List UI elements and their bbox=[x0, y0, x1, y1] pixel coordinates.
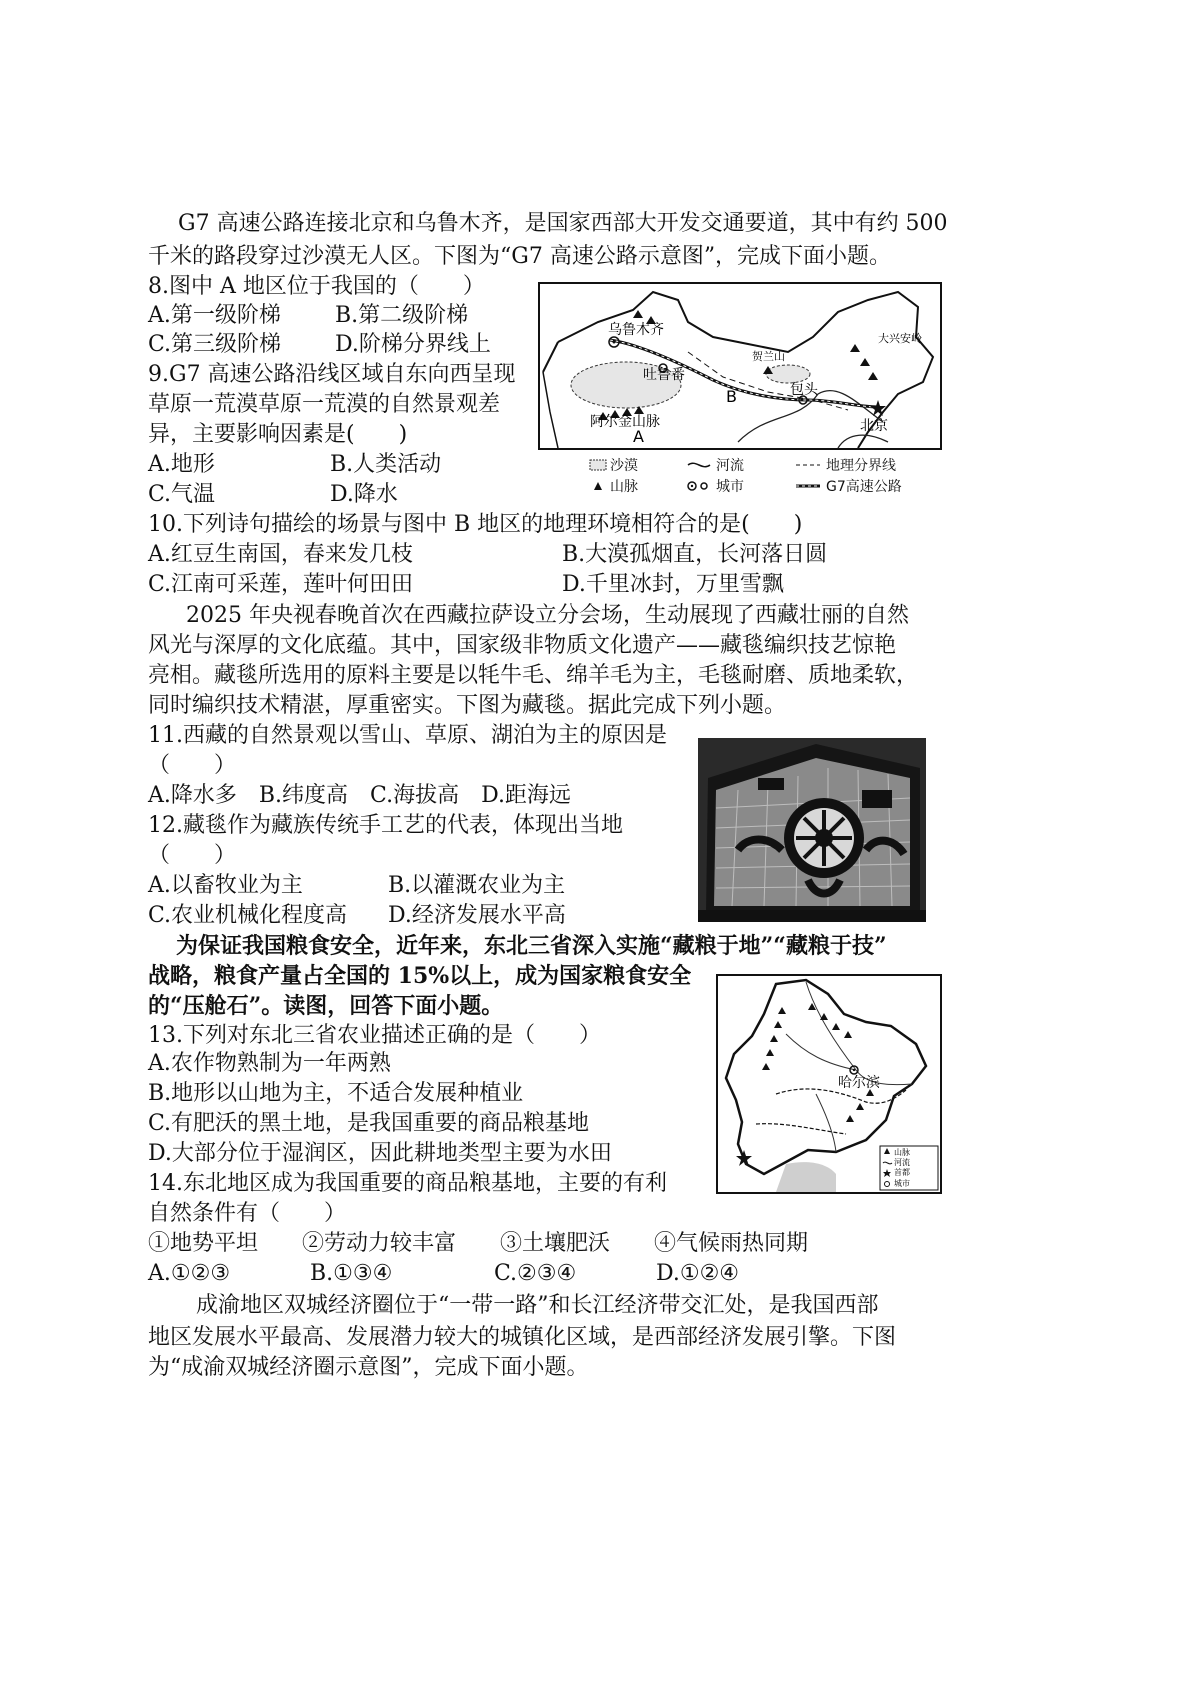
passage3-line3: 的“压舱石”。读图，回答下面小题。 bbox=[148, 993, 504, 1019]
passage2-line2: 风光与深厚的文化底蕴。其中，国家级非物质文化遗产——藏毯编织技艺惊艳 bbox=[148, 633, 897, 658]
q13-stem: 13.下列对东北三省农业描述正确的是（ ） bbox=[148, 1023, 601, 1048]
map1-label-b: B bbox=[726, 387, 737, 406]
q11-options: A.降水多 B.纬度高 C.海拔高 D.距海远 bbox=[148, 783, 571, 808]
map2-legend-mountain: 山脉 bbox=[894, 1148, 910, 1157]
passage1-line2: 千米的路段穿过沙漠无人区。下图为“G7 高速公路示意图”，完成下面小题。 bbox=[148, 244, 892, 269]
tibetan-carpet-photo bbox=[698, 738, 926, 922]
passage1-line1: G7 高速公路连接北京和乌鲁木齐，是国家西部大开发交通要道，其中有约 500 bbox=[178, 211, 948, 236]
q9-stem-line2: 草原一荒漠草原一荒漠的自然景观差 bbox=[148, 392, 501, 417]
map1-label-baotou: 包头 bbox=[790, 382, 818, 398]
passage4-line2: 地区发展水平最高、发展潜力较大的城镇化区域，是西部经济发展引擎。下图 bbox=[148, 1325, 897, 1350]
q13-option-a: A.农作物熟制为一年两熟 bbox=[148, 1051, 391, 1076]
q9-option-c: C.气温 bbox=[148, 482, 216, 507]
map1-label-turpan: 吐鲁番 bbox=[643, 367, 685, 383]
q8-option-b: B.第二级阶梯 bbox=[335, 303, 469, 328]
map1-label-beijing: 北京 bbox=[860, 418, 888, 434]
q9-option-a: A.地形 bbox=[148, 452, 215, 477]
q10-option-d: D.千里冰封，万里雪飘 bbox=[562, 572, 784, 597]
q14-option-c: C.②③④ bbox=[494, 1261, 577, 1286]
q9-option-d: D.降水 bbox=[330, 482, 398, 507]
map2-legend-capital: 首都 bbox=[894, 1168, 910, 1177]
q8-stem: 8.图中 A 地区位于我国的（ ） bbox=[148, 274, 485, 299]
q13-option-d: D.大部分位于湿润区，因此耕地类型主要为水田 bbox=[148, 1141, 612, 1166]
map1-label-daxing: 大兴安岭 bbox=[878, 332, 922, 345]
passage4-line1: 成渝地区双城经济圈位于“一带一路”和长江经济带交汇处，是我国西部 bbox=[196, 1293, 879, 1318]
map2-legend-city: 城市 bbox=[894, 1179, 910, 1188]
q10-stem: 10.下列诗句描绘的场景与图中 B 地区的地理环境相符合的是( ) bbox=[148, 512, 803, 537]
q13-option-b: B.地形以山地为主，不适合发展种植业 bbox=[148, 1081, 524, 1106]
q12-option-c: C.农业机械化程度高 bbox=[148, 903, 348, 928]
q10-option-b: B.大漠孤烟直，长河落日圆 bbox=[562, 542, 828, 567]
map1-legend-river: 河流 bbox=[716, 458, 744, 474]
map2-legend-river: 河流 bbox=[894, 1158, 910, 1167]
map1-label-altun: 阿尔金山脉 bbox=[590, 414, 660, 430]
q14-option-d: D.①②④ bbox=[656, 1261, 740, 1286]
map1-label-helan: 贺兰山 bbox=[752, 350, 785, 363]
q14-option-a: A.①②③ bbox=[148, 1261, 231, 1286]
q14-stem-line2: 自然条件有（ ） bbox=[148, 1201, 347, 1226]
q11-paren: （ ） bbox=[148, 753, 237, 778]
q10-option-a: A.红豆生南国，春来发几枝 bbox=[148, 542, 413, 567]
q10-option-c: C.江南可采莲，莲叶何田田 bbox=[148, 572, 414, 597]
northeast-china-map bbox=[716, 974, 942, 1194]
q12-option-a: A.以畜牧业为主 bbox=[148, 873, 303, 898]
map1-legend-city: 城市 bbox=[716, 479, 744, 495]
q12-stem: 12.藏毯作为藏族传统手工艺的代表，体现出当地 bbox=[148, 813, 623, 838]
passage2-line3: 亮相。藏毯所选用的原料主要是以牦牛毛、绵羊毛为主，毛毯耐磨、质地柔软， bbox=[148, 663, 919, 688]
q12-option-d: D.经济发展水平高 bbox=[388, 903, 566, 928]
q9-stem-line3: 异，主要影响因素是( ) bbox=[148, 422, 408, 447]
map1-label-urumqi: 乌鲁木齐 bbox=[608, 322, 664, 338]
q12-option-b: B.以灌溉农业为主 bbox=[388, 873, 566, 898]
map2-label-harbin: 哈尔滨 bbox=[838, 1075, 880, 1091]
q9-stem-line1: 9.G7 高速公路沿线区域自东向西呈现 bbox=[148, 362, 516, 387]
passage3-line2: 战略，粮食产量占全国的 15%以上，成为国家粮食安全 bbox=[148, 963, 692, 989]
q12-paren: （ ） bbox=[148, 843, 237, 868]
q14-items: ①地势平坦 ②劳动力较丰富 ③土壤肥沃 ④气候雨热同期 bbox=[148, 1231, 809, 1256]
map1-legend-highway: G7高速公路 bbox=[826, 479, 902, 495]
q8-option-d: D.阶梯分界线上 bbox=[335, 332, 491, 357]
passage2-line1: 2025 年央视春晚首次在西藏拉萨设立分会场，生动展现了西藏壮丽的自然 bbox=[186, 603, 909, 628]
q8-option-c: C.第三级阶梯 bbox=[148, 332, 282, 357]
map1-label-a: A bbox=[633, 427, 644, 446]
map1-legend-boundary: 地理分界线 bbox=[826, 458, 896, 474]
q8-option-a: A.第一级阶梯 bbox=[148, 303, 281, 328]
q13-option-c: C.有肥沃的黑土地，是我国重要的商品粮基地 bbox=[148, 1111, 590, 1136]
q11-stem: 11.西藏的自然景观以雪山、草原、湖泊为主的原因是 bbox=[148, 723, 667, 748]
passage4-line3: 为“成渝双城经济圈示意图”，完成下面小题。 bbox=[148, 1355, 589, 1380]
q14-option-b: B.①③④ bbox=[310, 1261, 393, 1286]
q9-option-b: B.人类活动 bbox=[330, 452, 442, 477]
map1-legend-mountain: 山脉 bbox=[610, 479, 638, 495]
map1-legend-desert: 沙漠 bbox=[610, 458, 638, 474]
passage2-line4: 同时编织技术精湛，厚重密实。下图为藏毯。据此完成下列小题。 bbox=[148, 693, 787, 718]
q14-stem-line1: 14.东北地区成为我国重要的商品粮基地，主要的有利 bbox=[148, 1171, 667, 1196]
g7-highway-map bbox=[538, 282, 942, 502]
passage3-line1: 为保证我国粮食安全，近年来，东北三省深入实施“藏粮于地”“藏粮于技” bbox=[176, 933, 887, 959]
